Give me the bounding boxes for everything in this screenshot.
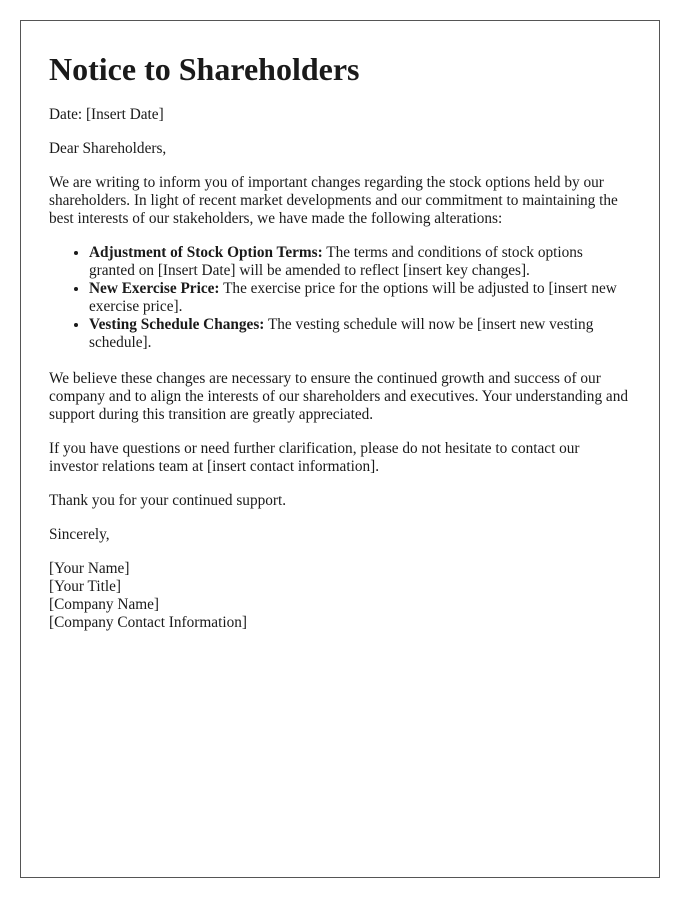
changes-list <box>49 244 631 352</box>
salutation: Dear Shareholders, <box>49 140 167 157</box>
date-line: Date: [Insert Date] <box>49 106 164 123</box>
letter-title: Notice to Shareholders <box>49 51 360 87</box>
list-item-label: Vesting Schedule Changes: <box>89 316 265 333</box>
thanks-paragraph: Thank you for your continued support. <box>49 492 287 509</box>
signature-name: [Your Name] <box>49 560 130 577</box>
signature-block <box>49 560 631 632</box>
list-item-label: New Exercise Price: <box>89 280 220 297</box>
list-item-label: Adjustment of Stock Option Terms: <box>89 244 323 261</box>
list-item-text: The vesting schedule will now be [insert new vesting schedule]. <box>89 316 594 351</box>
list-item-vesting-schedule <box>89 316 631 352</box>
signature-company: [Company Name] <box>49 596 160 613</box>
list-item-exercise-price <box>89 280 631 316</box>
rationale-paragraph: We believe these changes are necessary to ensure the continued growth and success of our company and to align the interests of our shareholders and executives. Your understanding and support during this transition are greatly appreciated. <box>49 370 629 423</box>
list-item-text: The exercise price for the options will be adjusted to [insert new exercise price]. <box>89 280 617 315</box>
list-item-text: The terms and conditions of stock options granted on [Insert Date] will be amended to reflect [insert key changes]. <box>89 244 583 279</box>
list-item-stock-option-terms <box>89 244 631 280</box>
closing: Sincerely, <box>49 526 110 543</box>
signature-contact-info: [Company Contact Information] <box>49 614 247 631</box>
letter-page <box>20 20 660 878</box>
signature-title: [Your Title] <box>49 578 121 595</box>
intro-paragraph: We are writing to inform you of important changes regarding the stock options held by our shareholders. In light of recent market developments and our commitment to maintaining the best interests of our stakeholders, we have made the following alterations: <box>49 174 618 227</box>
contact-paragraph: If you have questions or need further clarification, please do not hesitate to contact our investor relations team at [insert contact information]. <box>49 440 580 475</box>
